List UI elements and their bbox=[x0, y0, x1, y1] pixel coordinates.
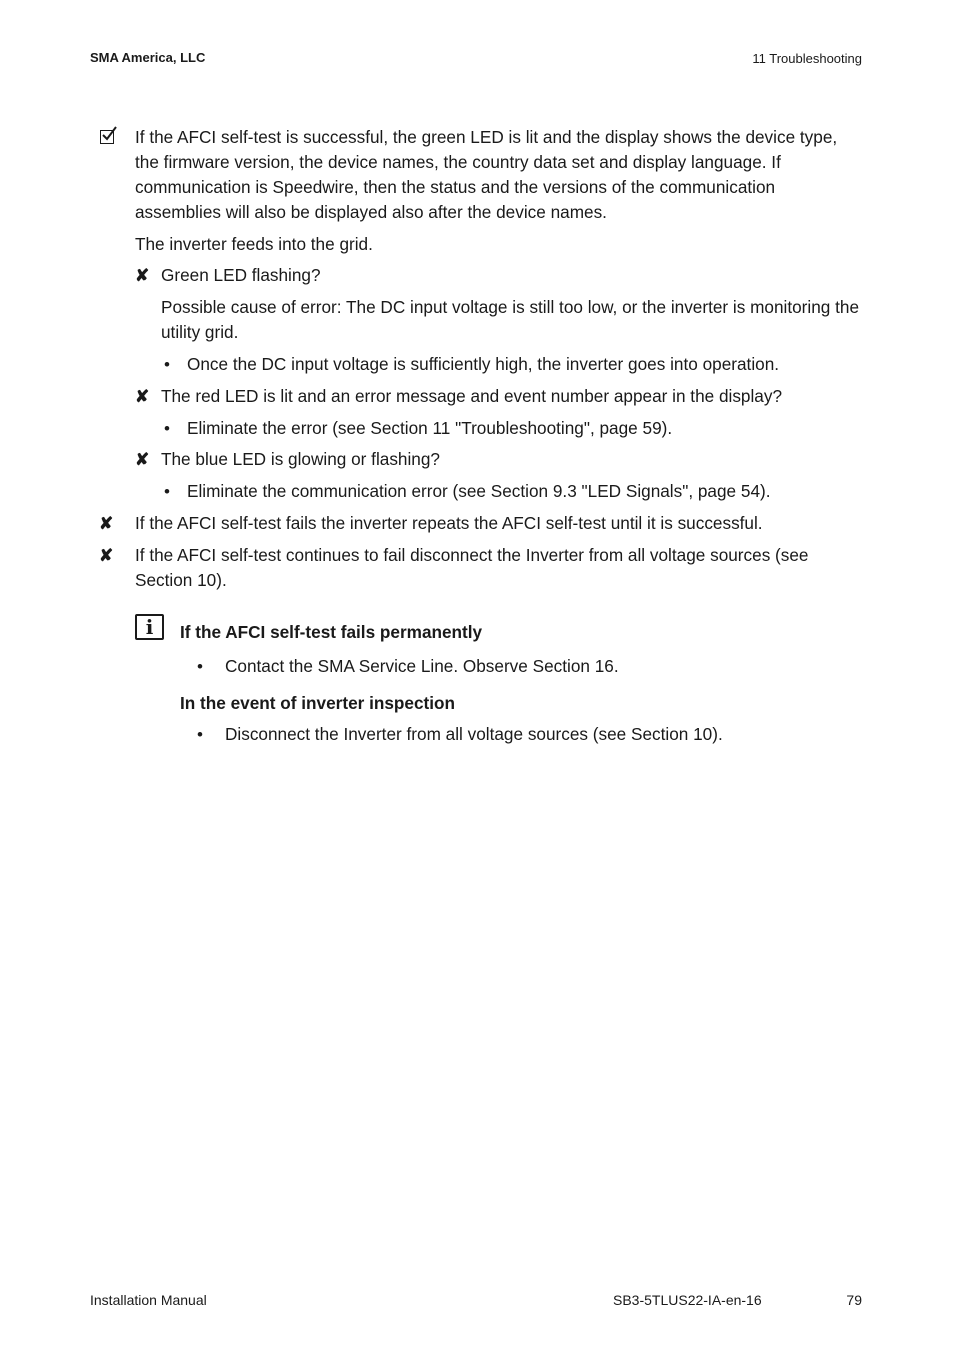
success-text: If the AFCI self-test is successful, the green LED is lit and the display shows the device type, the firmware version, the device names, the country data set and display language. If communication is Speedwire, then the status and the versions of the communication assemblies will also be displayed also after the device names. bbox=[135, 127, 838, 222]
info-bullet-disconnect: Disconnect the Inverter from all voltage sources (see Section 10). bbox=[225, 724, 723, 744]
footer-manual: Installation Manual bbox=[90, 1292, 207, 1308]
cross-icon: ✘ bbox=[135, 450, 150, 469]
bullet-icon: • bbox=[197, 725, 203, 744]
bullet-icon: • bbox=[197, 657, 203, 676]
cross-icon: ✘ bbox=[99, 546, 114, 565]
info-heading-permanent-fail: If the AFCI self-test fails permanently bbox=[180, 622, 483, 642]
red-led-question: The red LED is lit and an error message and event number appear in the display? bbox=[161, 386, 783, 406]
green-led-bullet: Once the DC input voltage is sufficiently high, the inverter goes into operation. bbox=[187, 354, 780, 374]
cross-icon: ✘ bbox=[135, 387, 150, 406]
bullet-icon: • bbox=[164, 482, 170, 501]
bullet-icon: • bbox=[164, 355, 170, 374]
cross-icon: ✘ bbox=[99, 514, 114, 533]
info-bullet-contact: Contact the SMA Service Line. Observe Section 16. bbox=[225, 656, 619, 676]
bullet-icon: • bbox=[164, 419, 170, 438]
info-icon: i bbox=[135, 614, 164, 640]
fail-text: If the AFCI self-test fails the inverter repeats the AFCI self-test until it is successful. bbox=[135, 513, 763, 533]
continue-fail-text: If the AFCI self-test continues to fail disconnect the Inverter from all voltage sources (see Section 10). bbox=[135, 545, 809, 590]
header-section: 11 Troubleshooting bbox=[752, 51, 862, 66]
green-led-cause: Possible cause of error: The DC input voltage is still too low, or the inverter is monitoring the utility grid. bbox=[161, 297, 860, 342]
blue-led-bullet: Eliminate the communication error (see Section 9.3 "LED Signals", page 54). bbox=[187, 481, 771, 501]
info-heading-inspection: In the event of inverter inspection bbox=[180, 693, 456, 713]
cross-icon: ✘ bbox=[135, 266, 150, 285]
green-led-question: Green LED flashing? bbox=[161, 265, 321, 285]
footer-page-number: 79 bbox=[846, 1292, 862, 1308]
feeds-text: The inverter feeds into the grid. bbox=[135, 234, 373, 254]
footer-doc-id: SB3-5TLUS22-IA-en-16 bbox=[613, 1292, 762, 1308]
blue-led-question: The blue LED is glowing or flashing? bbox=[161, 449, 440, 469]
header-company: SMA America, LLC bbox=[90, 50, 206, 65]
checked-box-icon bbox=[100, 130, 114, 149]
red-led-bullet: Eliminate the error (see Section 11 "Troubleshooting", page 59). bbox=[187, 418, 673, 438]
